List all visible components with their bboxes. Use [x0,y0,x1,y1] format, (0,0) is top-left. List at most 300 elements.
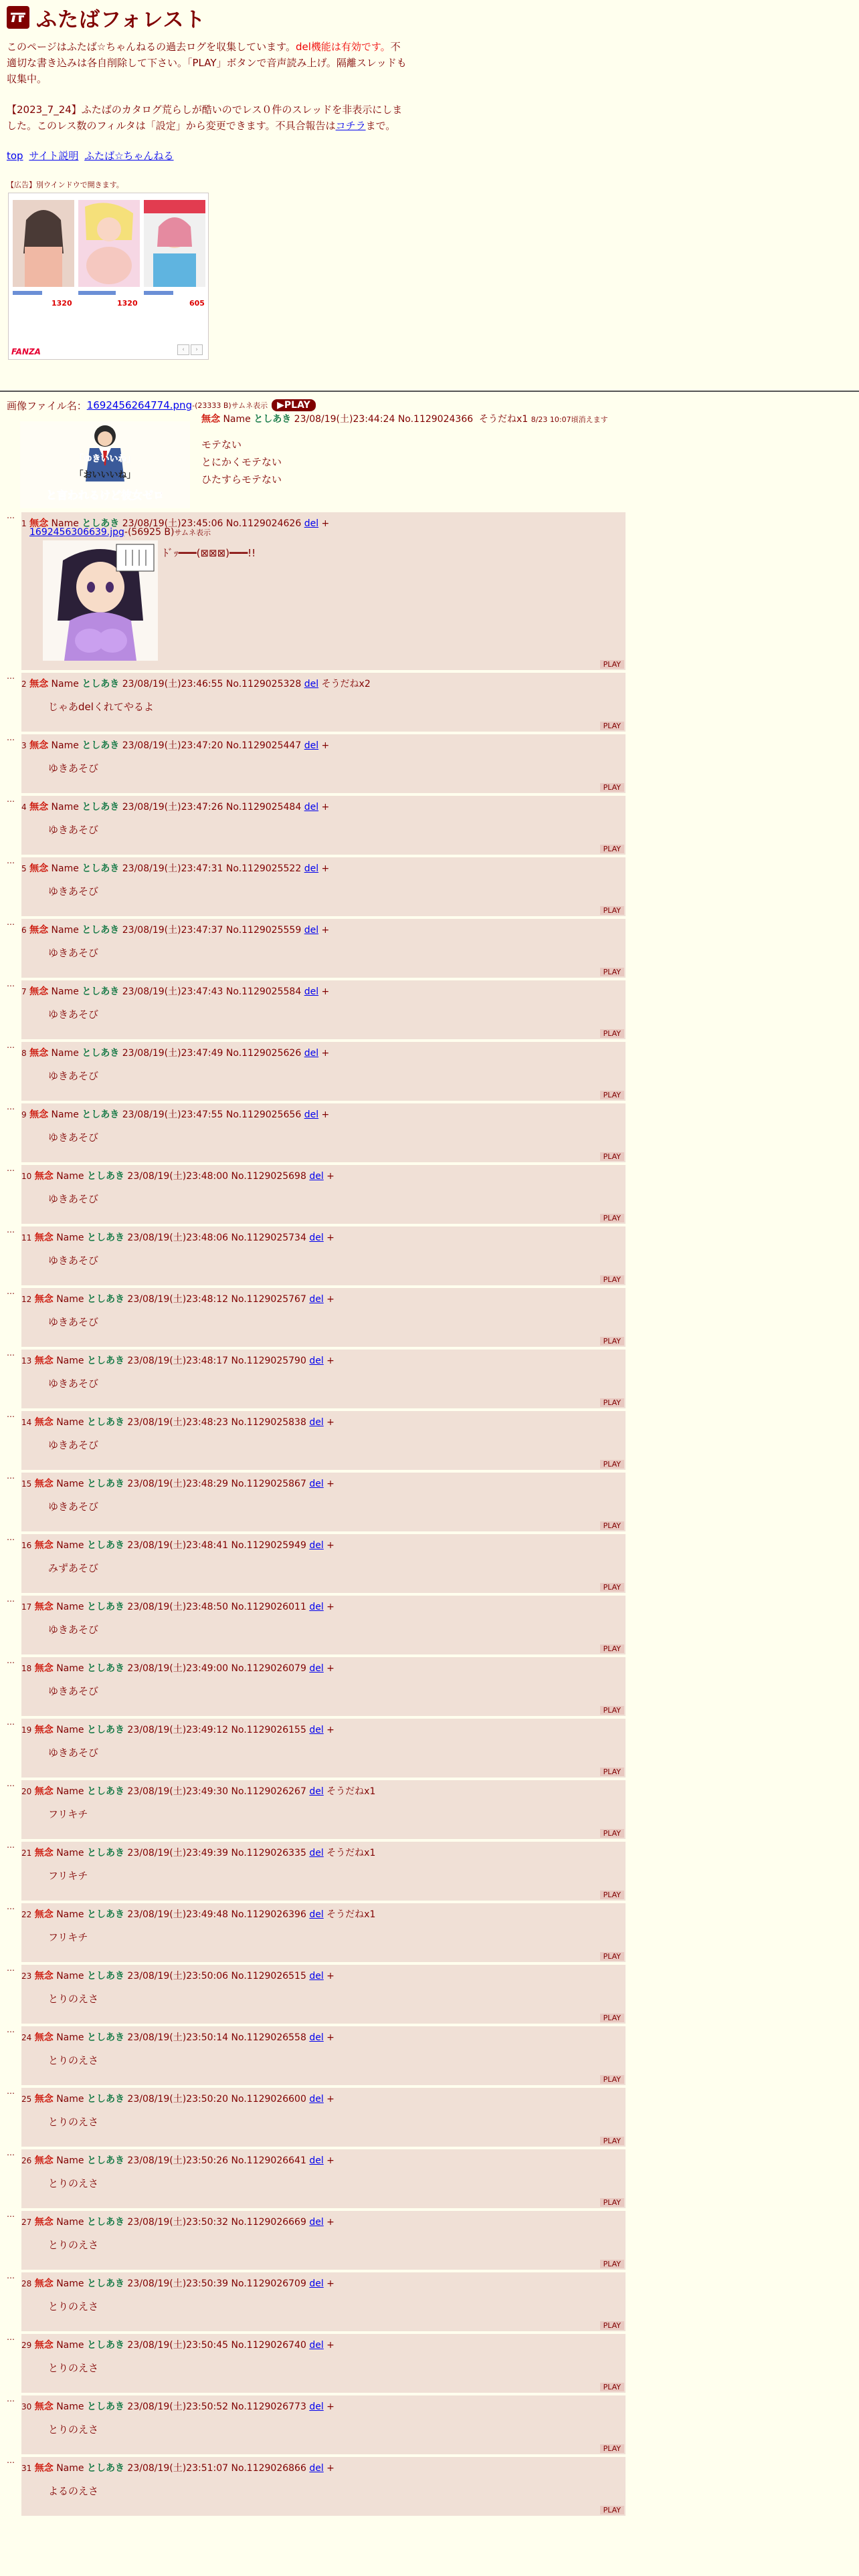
ad-title-bar[interactable] [78,291,116,295]
soudane-plus-button[interactable]: + [321,740,330,751]
response-subject: 無念 [34,1848,54,1858]
response-thumbnail[interactable] [43,540,158,661]
soudane-plus-button[interactable]: + [326,1232,335,1243]
ad-product-image[interactable] [13,200,74,287]
del-link[interactable]: del [304,518,319,529]
response-meta [21,2399,335,2413]
response-index: 8 [21,1049,27,1058]
response-number[interactable]: No.1129026396 [231,1909,306,1920]
soudane-plus-button[interactable]: + [326,1663,335,1674]
name-label: Name [51,679,79,689]
play-button[interactable]: PLAY [600,1952,624,1961]
soudane-plus-button[interactable]: + [321,986,330,997]
play-button[interactable]: PLAY [600,1214,624,1222]
response-index: 31 [21,2464,32,2473]
nav-futaba-link[interactable]: ふたば☆ちゃんねる [84,150,174,162]
response-index: 20 [21,1787,32,1796]
play-button[interactable]: PLAY [600,660,624,669]
response-post [21,1411,626,1470]
response-index: 1 [21,519,27,528]
quote-mark[interactable]: … [7,2086,14,2096]
soudane-plus-button[interactable]: + [321,1048,330,1059]
response-meta [21,861,329,875]
soudane-plus-button[interactable]: + [326,2340,335,2351]
soudane-plus-button[interactable]: + [326,1971,335,1981]
ad-title-bar[interactable] [144,291,173,295]
quote-mark[interactable]: … [7,1963,14,1973]
del-link[interactable]: del [309,1663,324,1674]
response-comment: フリキチ [48,1931,88,1943]
op-file-info [7,399,856,412]
quote-mark[interactable]: … [7,1717,14,1727]
play-button[interactable]: PLAY [600,1521,624,1530]
op-file-link[interactable]: 1692456264774.png [86,399,193,411]
play-button[interactable]: PLAY [600,2383,624,2391]
response-comment: ゆきあそび [48,762,99,774]
response-number[interactable]: No.1129026011 [231,1602,306,1612]
response-subject: 無念 [34,2217,54,2228]
soudane-plus-button[interactable]: + [326,1479,335,1489]
del-link[interactable]: del [309,2340,324,2351]
response-meta [21,2215,335,2228]
response-number[interactable]: No.1129025698 [231,1171,306,1182]
notice-text: このページはふたば☆ちゃんねるの過去ログを収集しています。 [7,41,296,53]
response-meta [21,1230,335,1244]
soudane-button[interactable]: そうだねx2 [321,679,371,689]
response-index: 27 [21,2218,32,2227]
response-number[interactable]: No.1129025584 [225,986,302,997]
del-link[interactable]: del [309,1602,324,1612]
name-label: Name [56,1294,84,1305]
soudane-plus-button[interactable]: + [326,2463,335,2474]
del-link[interactable]: del [309,1971,324,1981]
response-number[interactable]: No.1129025790 [231,1356,306,1366]
soudane-plus-button[interactable]: + [326,2217,335,2228]
response-name: としあき [86,2155,124,2166]
response-number[interactable]: No.1129026773 [231,2401,306,2412]
soudane-plus-button[interactable]: + [326,2032,335,2043]
name-label: Name [56,1602,84,1612]
del-link[interactable]: del [309,1479,324,1489]
response-comment: ゆきあそび [48,1378,99,1390]
response-datetime: 23/08/19(土)23:50:14 [127,2032,229,2043]
soudane-plus-button[interactable]: + [321,1109,330,1120]
response-number[interactable]: No.1129026335 [231,1848,306,1858]
response-file-size: -(56925 B) [124,527,175,538]
name-label: Name [51,1048,79,1059]
response-datetime: 23/08/19(土)23:48:41 [127,1540,229,1551]
response-comment: ゆきあそび [48,885,99,897]
quote-mark[interactable]: … [7,2210,14,2219]
soudane-plus-button[interactable]: + [326,2155,335,2166]
response-comment: とりのえさ [48,2300,99,2313]
soudane-plus-button[interactable]: + [326,1356,335,1366]
play-button[interactable]: PLAY [600,1644,624,1653]
del-link[interactable]: del [309,2155,324,2166]
quote-mark[interactable]: … [7,1656,14,1665]
soudane-plus-button[interactable]: + [326,1540,335,1551]
del-link[interactable]: del [309,2217,324,2228]
notice-text: まで。 [365,120,396,132]
play-button[interactable]: PLAY [600,1891,624,1899]
response-comment: とりのえさ [48,1993,99,2005]
play-button[interactable]: PLAY [600,2444,624,2453]
quote-mark[interactable]: … [7,2271,14,2280]
quote-mark[interactable]: … [7,1102,14,1111]
op-soudane[interactable]: そうだねx1 [479,414,529,425]
response-subject: 無念 [34,2278,54,2289]
response-name: としあき [82,740,120,751]
del-link[interactable]: del [309,2401,324,2412]
soudane-plus-button[interactable]: + [326,1171,335,1182]
soudane-plus-button[interactable]: + [326,1602,335,1612]
response-subject: 無念 [34,1540,54,1551]
response-comment: ゆきあそび [48,1316,99,1328]
response-datetime: 23/08/19(土)23:47:37 [122,925,223,936]
soudane-plus-button[interactable]: + [321,925,330,936]
del-link[interactable]: del [309,2463,324,2474]
response-post [21,1842,626,1901]
response-number[interactable]: No.1129026600 [231,2094,306,2105]
response-number[interactable]: No.1129026558 [231,2032,306,2043]
quote-mark[interactable]: … [7,918,14,927]
response-number[interactable]: No.1129025328 [225,679,302,689]
response-meta [21,1969,335,1982]
op-play-button[interactable]: ▶PLAY [272,399,316,411]
del-link[interactable]: del [309,1356,324,1366]
del-link[interactable]: del [309,1725,324,1735]
del-link[interactable]: del [304,863,319,874]
response-meta [21,1169,335,1182]
response-index: 23 [21,1971,32,1981]
ad-price: 1320 [52,299,72,308]
soudane-plus-button[interactable]: + [321,518,330,529]
response-subject: 無念 [34,2401,54,2412]
response-datetime: 23/08/19(土)23:50:26 [127,2155,229,2166]
soudane-plus-button[interactable]: + [326,1725,335,1735]
ad-banner[interactable] [8,193,209,360]
response-name: としあき [86,1417,124,1428]
nav-top-link[interactable]: top [7,150,23,162]
response-index: 22 [21,1910,32,1919]
response-name: としあき [86,1171,124,1182]
quote-mark[interactable]: … [7,1533,14,1542]
play-button[interactable]: PLAY [600,1829,624,1838]
quote-mark[interactable]: … [7,671,14,681]
del-link[interactable]: del [304,740,319,751]
soudane-plus-button[interactable]: + [326,1417,335,1428]
response-meta [21,738,329,752]
name-label: Name [56,2032,84,2043]
response-meta [21,1846,375,1859]
response-index: 26 [21,2156,32,2165]
soudane-button[interactable]: そうだねx1 [326,1786,376,1797]
del-link[interactable]: del [304,802,319,813]
del-link[interactable]: del [309,1232,324,1243]
quote-mark[interactable]: … [7,979,14,988]
response-index: 28 [21,2279,32,2288]
response-thumb-toggle[interactable]: サムネ表示 [174,528,211,537]
ad-product-image[interactable] [144,200,205,287]
quote-mark[interactable]: … [7,1594,14,1604]
play-button[interactable]: PLAY [600,2014,624,2022]
response-post [21,1473,626,1531]
response-datetime: 23/08/19(土)23:48:17 [127,1356,229,1366]
response-post [21,1596,626,1654]
quote-mark[interactable]: … [7,1041,14,1050]
response-number[interactable]: No.1129025838 [231,1417,306,1428]
play-button[interactable]: PLAY [600,2075,624,2084]
response-meta [21,1600,335,1613]
response-meta [21,2276,335,2290]
ad-pager [177,344,203,355]
quote-mark[interactable]: … [7,511,14,520]
play-button[interactable]: PLAY [600,1275,624,1284]
play-button[interactable]: PLAY [600,968,624,976]
name-label: Name [56,2155,84,2166]
del-link[interactable]: del [304,925,319,936]
play-button[interactable]: PLAY [600,1767,624,1776]
response-subject: 無念 [34,2463,54,2474]
response-index: 12 [21,1295,32,1304]
response-name: としあき [86,2463,124,2474]
soudane-plus-button[interactable]: + [326,2094,335,2105]
del-link[interactable]: del [309,1909,324,1920]
response-subject: 無念 [34,1971,54,1981]
op-number[interactable]: No.1129024366 [397,414,474,425]
name-label: Name [56,2217,84,2228]
soudane-plus-button[interactable]: + [321,802,330,813]
del-link[interactable]: del [309,1786,324,1797]
ad-title-bar[interactable] [13,291,42,295]
response-subject: 無念 [29,1048,49,1059]
play-button[interactable]: PLAY [600,845,624,853]
response-meta [21,1723,335,1736]
quote-mark[interactable]: … [7,1779,14,1788]
response-number[interactable]: No.1129026641 [231,2155,306,2166]
response-number[interactable]: No.1129026515 [231,1971,306,1981]
response-index: 29 [21,2341,32,2350]
response-index: 15 [21,1479,32,1489]
quote-mark[interactable]: … [7,794,14,804]
response-post [21,1042,626,1101]
response-meta [21,2092,335,2105]
quote-mark[interactable]: … [7,1164,14,1173]
response-number[interactable]: No.1129025447 [225,740,302,751]
play-button[interactable]: PLAY [600,1460,624,1469]
response-comment: ゆきあそび [48,824,99,836]
quote-mark[interactable]: … [7,1902,14,1911]
response-index: 16 [21,1541,32,1550]
response-comment: ゆきあそび [48,947,99,959]
response-datetime: 23/08/19(土)23:47:43 [122,986,223,997]
quote-mark[interactable]: … [7,2333,14,2342]
response-number[interactable]: No.1129026155 [231,1725,306,1735]
del-link[interactable]: del [309,2032,324,2043]
del-link[interactable]: del [309,2278,324,2289]
del-link[interactable]: del [309,1294,324,1305]
response-number[interactable]: No.1129025522 [225,863,302,874]
response-number[interactable]: No.1129025656 [225,1109,302,1120]
response-number[interactable]: No.1129026740 [231,2340,306,2351]
play-button[interactable]: PLAY [600,722,624,730]
del-link[interactable]: del [304,986,319,997]
notice-paragraph-2 [7,102,408,134]
soudane-button[interactable]: そうだねx1 [326,1909,376,1920]
name-label: Name [56,1540,84,1551]
response-subject: 無念 [29,802,49,813]
quote-mark[interactable]: … [7,1410,14,1419]
play-button[interactable]: PLAY [600,2198,624,2207]
del-link[interactable]: del [304,1048,319,1059]
play-button[interactable]: PLAY [600,1337,624,1346]
response-comment: ゆきあそび [48,1008,99,1021]
response-number[interactable]: No.1129025734 [231,1232,306,1243]
response-post [21,1226,626,1285]
response-subject: 無念 [34,1725,54,1735]
soudane-plus-button[interactable]: + [321,863,330,874]
response-number[interactable]: No.1129024626 [225,518,302,529]
play-button[interactable]: PLAY [600,1091,624,1099]
response-name: としあき [86,1909,124,1920]
ad-next-icon[interactable]: › [191,344,203,355]
response-meta [21,984,329,998]
soudane-button[interactable]: そうだねx1 [326,1848,376,1858]
response-datetime: 23/08/19(土)23:48:29 [127,1479,229,1489]
response-name: としあき [86,1848,124,1858]
response-subject: 無念 [34,1232,54,1243]
response-datetime: 23/08/19(土)23:47:49 [122,1048,223,1059]
response-index: 13 [21,1356,32,1366]
response-meta [21,1292,335,1305]
response-number[interactable]: No.1129026267 [231,1786,306,1797]
del-link[interactable]: del [309,1417,324,1428]
response-comment: ゆきあそび [48,1747,99,1759]
quote-mark[interactable]: … [7,2394,14,2403]
response-meta [21,2461,335,2474]
ad-product-image[interactable] [78,200,140,287]
op-post [7,412,856,508]
response-number[interactable]: No.1129025767 [231,1294,306,1305]
del-link[interactable]: del [304,679,319,689]
quote-mark[interactable]: … [7,2456,14,2465]
response-meta [21,1477,335,1490]
quote-mark[interactable]: … [7,856,14,865]
play-button[interactable]: PLAY [600,2321,624,2330]
response-number[interactable]: No.1129026709 [231,2278,306,2289]
del-link[interactable]: del [309,1171,324,1182]
op-comment [201,436,282,488]
name-label: Name [56,2094,84,2105]
quote-mark[interactable]: … [7,2148,14,2157]
response-name: としあき [86,2094,124,2105]
quote-mark[interactable]: … [7,1840,14,1850]
quote-mark[interactable]: … [7,1225,14,1235]
response-meta [21,1107,329,1121]
op-subject: 無念 [201,414,220,425]
play-button[interactable]: PLAY [600,1706,624,1715]
response-datetime: 23/08/19(土)23:50:45 [127,2340,229,2351]
response-datetime: 23/08/19(土)23:50:06 [127,1971,229,1981]
play-button[interactable]: PLAY [600,783,624,792]
op-file-size: -(23333 B) [192,401,231,410]
play-button[interactable]: PLAY [600,1029,624,1038]
name-label: Name [51,518,79,529]
response-meta [21,2338,335,2351]
response-number[interactable]: No.1129026669 [231,2217,306,2228]
response-number[interactable]: No.1129025484 [225,802,302,813]
op-thumb-toggle[interactable]: サムネ表示 [231,401,268,410]
response-meta [21,677,371,690]
del-link[interactable]: del [309,1848,324,1858]
response-subject: 無念 [34,1663,54,1674]
ad-prev-icon[interactable]: ‹ [177,344,189,355]
bug-report-link[interactable]: コチラ [335,120,366,132]
response-number[interactable]: No.1129026866 [231,2463,306,2474]
response-name: としあき [82,1048,120,1059]
response-meta [21,2153,335,2167]
play-button[interactable]: PLAY [600,906,624,915]
response-post [21,1534,626,1593]
quote-mark[interactable]: … [7,2025,14,2034]
soudane-plus-button[interactable]: + [326,2278,335,2289]
response-name: としあき [86,2401,124,2412]
play-button[interactable]: PLAY [600,1583,624,1592]
quote-mark[interactable]: … [7,1348,14,1358]
play-button[interactable]: PLAY [600,1398,624,1407]
response-number[interactable]: No.1129026079 [231,1663,306,1674]
op-datetime: 23/08/19(土)23:44:24 [294,414,395,425]
play-button[interactable]: PLAY [600,2260,624,2268]
play-button[interactable]: PLAY [600,2506,624,2514]
name-label: Name [56,1971,84,1981]
response-subject: 無念 [34,1356,54,1366]
response-index: 7 [21,987,27,996]
nav-about-link[interactable]: サイト説明 [29,150,79,162]
response-file-link[interactable]: 1692456306639.jpg [29,527,124,538]
response-datetime: 23/08/19(土)23:46:55 [122,679,223,689]
response-post [21,673,626,732]
response-datetime: 23/08/19(土)23:50:52 [127,2401,229,2412]
del-link[interactable]: del [309,2094,324,2105]
quote-mark[interactable]: … [7,1287,14,1296]
futaba-logo-icon[interactable] [7,6,29,29]
response-number[interactable]: No.1129025949 [231,1540,306,1551]
header-divider [0,391,859,392]
play-button[interactable]: PLAY [600,1152,624,1161]
del-link[interactable]: del [304,1109,319,1120]
response-number[interactable]: No.1129025559 [225,925,302,936]
response-number[interactable]: No.1129025867 [231,1479,306,1489]
del-link[interactable]: del [309,1540,324,1551]
op-thumbnail[interactable] [20,421,190,508]
soudane-plus-button[interactable]: + [326,1294,335,1305]
response-name: としあき [82,925,120,936]
play-button[interactable]: PLAY [600,2137,624,2145]
response-name: としあき [86,1602,124,1612]
response-number[interactable]: No.1129025626 [225,1048,302,1059]
name-label: Name [56,1232,84,1243]
quote-mark[interactable]: … [7,1471,14,1481]
soudane-plus-button[interactable]: + [326,2401,335,2412]
quote-mark[interactable]: … [7,733,14,742]
response-post [21,1903,626,1962]
response-datetime: 23/08/19(土)23:50:32 [127,2217,229,2228]
response-subject: 無念 [29,986,49,997]
response-post [21,980,626,1039]
response-index: 2 [21,679,27,689]
op-meta [201,412,608,425]
